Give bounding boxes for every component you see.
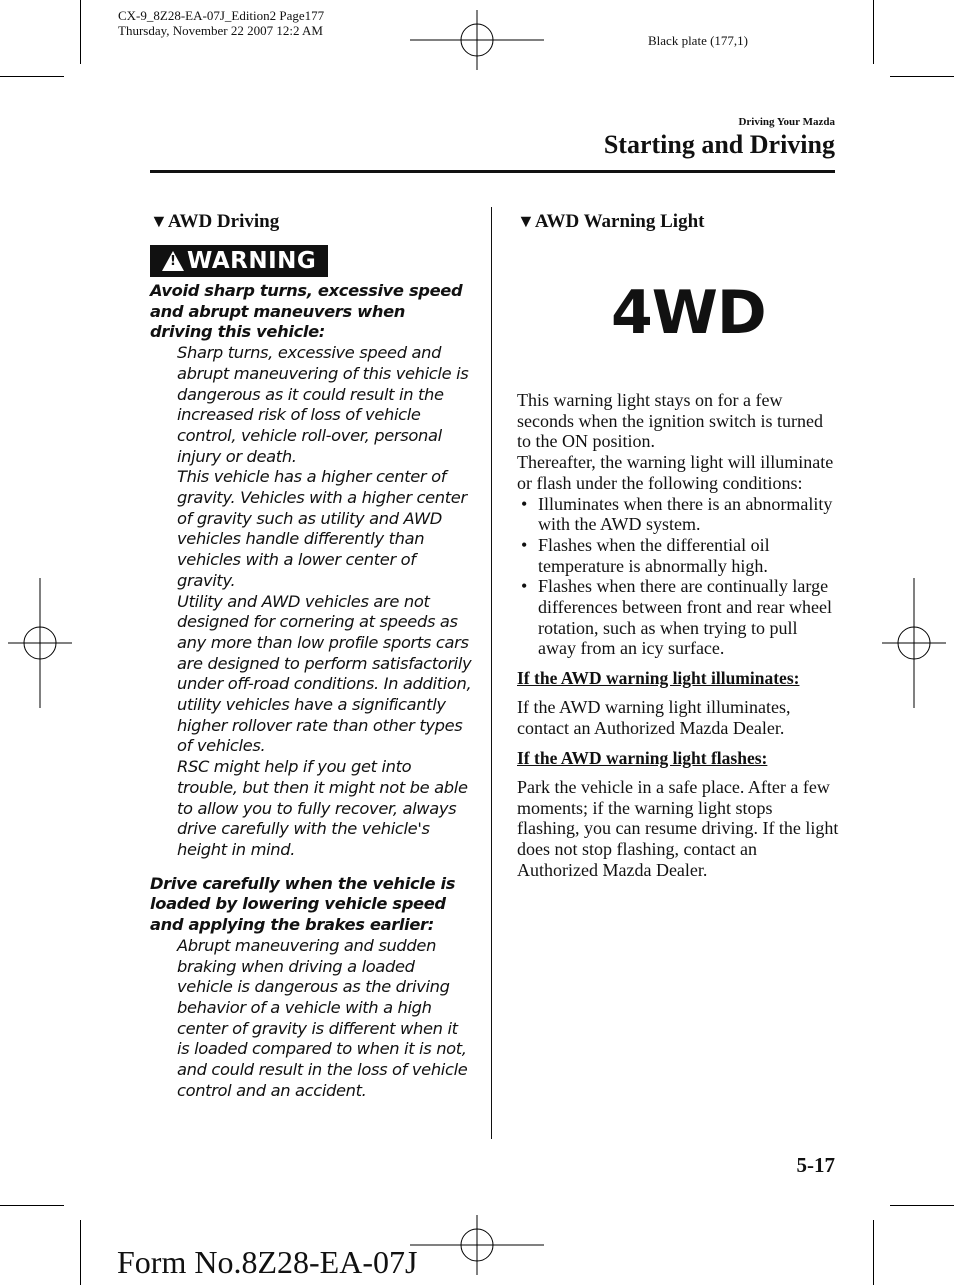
warning-intro-2: Drive carefully when the vehicle is loaded by lowering vehicle speed and applying the brakes earlier: [150, 873, 456, 935]
column-divider [491, 207, 492, 1139]
heading-awd-warning-light [517, 211, 704, 233]
awd-warning-light-icon: 4WD [611, 278, 766, 348]
crop-mark [0, 1205, 64, 1206]
slug-line-1: CX-9_8Z28-EA-07J_Edition2 Page177 [118, 8, 325, 23]
paragraph: This warning light stays on for a few seconds when the ignition switch is turned to the ON position. [517, 390, 823, 452]
warning-label: WARNING [187, 248, 317, 274]
crop-mark [0, 76, 64, 77]
warning-body-2 [150, 936, 472, 1102]
chapter-title: Driving Your Mazda [738, 116, 835, 128]
heading-awd-driving [150, 211, 279, 233]
subheading-illuminates: If the AWD warning light illuminates: [517, 668, 800, 689]
list-item: • Flashes when the differential oil temperature is abnormally high. [517, 535, 839, 576]
warning-paragraph: Sharp turns, excessive speed and abrupt maneuvering of this vehicle is dangerous as it could result in the increased risk of loss of vehicle control, vehicle roll-over, personal injury or death. [177, 343, 469, 466]
triangle-bullet-icon: ▼ [150, 211, 168, 231]
list-item: • Illuminates when there is an abnormality with the AWD system. [517, 494, 839, 535]
warning-paragraph: Abrupt maneuvering and sudden braking when driving a loaded vehicle is dangerous as the driving behavior of a vehicle with a high center of gravity is different when it is loaded compared to when it is not, and could result in the loss of vehicle control and an accident. [177, 935, 468, 1100]
crop-mark [890, 76, 954, 77]
warning-exclamation: ! [170, 254, 176, 269]
crop-mark [890, 1205, 954, 1206]
page-number: 5-17 [796, 1153, 835, 1177]
awd-light-description [517, 390, 839, 880]
slug-line-2: Thursday, November 22 2007 12:2 AM [118, 23, 323, 38]
warning-text [150, 281, 472, 1101]
list-item: • Flashes when there are continually large differences between front and rear wheel rotation, such as when trying to pull away from an icy surface. [517, 576, 839, 659]
heading-text: AWD Warning Light [534, 211, 705, 232]
registration-mark-left [8, 578, 72, 708]
heading-text: AWD Driving [167, 211, 280, 232]
form-number: Form No.8Z28-EA-07J [117, 1244, 418, 1280]
paragraph: If the AWD warning light illuminates, contact an Authorized Mazda Dealer. [517, 696, 791, 738]
registration-mark-bottom [410, 1215, 544, 1275]
warning-paragraph: RSC might help if you get into trouble, but then it might not be able to allow you to fully recover, always drive carefully with the vehicle's height in mind. [177, 757, 468, 859]
subheading-flashes: If the AWD warning light flashes: [517, 748, 768, 769]
warning-intro-1: Avoid sharp turns, excessive speed and abrupt maneuvers when driving this vehicle: [150, 281, 463, 342]
warning-paragraph: This vehicle has a higher center of gravity. Vehicles with a higher center of gravity such as utility and AWD vehicles handle differently than vehicles with a lower center of gravity. [177, 467, 467, 590]
crop-mark [80, 1220, 81, 1285]
condition-list [517, 494, 839, 660]
section-title: Starting and Driving [603, 130, 835, 159]
crop-mark [873, 0, 874, 64]
print-slug [118, 8, 324, 38]
triangle-bullet-icon: ▼ [517, 211, 535, 231]
warning-paragraph: Utility and AWD vehicles are not designed for cornering at speeds as any more than low profile sports cars are designed to perform satisfactorily under off-road conditions. In addition, utility vehicles have a significantly higher rollover rate than other types of vehicles. [177, 591, 472, 756]
plate-label: Black plate (177,1) [648, 33, 748, 48]
crop-mark [80, 0, 81, 64]
warning-badge [150, 245, 328, 277]
crop-mark [873, 1220, 874, 1285]
warning-body-1 [150, 343, 472, 861]
header-rule [150, 170, 835, 173]
paragraph: Thereafter, the warning light will illuminate or flash under the following conditions: [517, 452, 834, 493]
registration-mark-top [410, 10, 544, 70]
registration-mark-right [882, 578, 946, 708]
paragraph: Park the vehicle in a safe place. After a few moments; if the warning light stops flashing, you can resume driving. If the light does not stop flashing, contact an Authorized Mazda Dealer. [517, 776, 839, 880]
